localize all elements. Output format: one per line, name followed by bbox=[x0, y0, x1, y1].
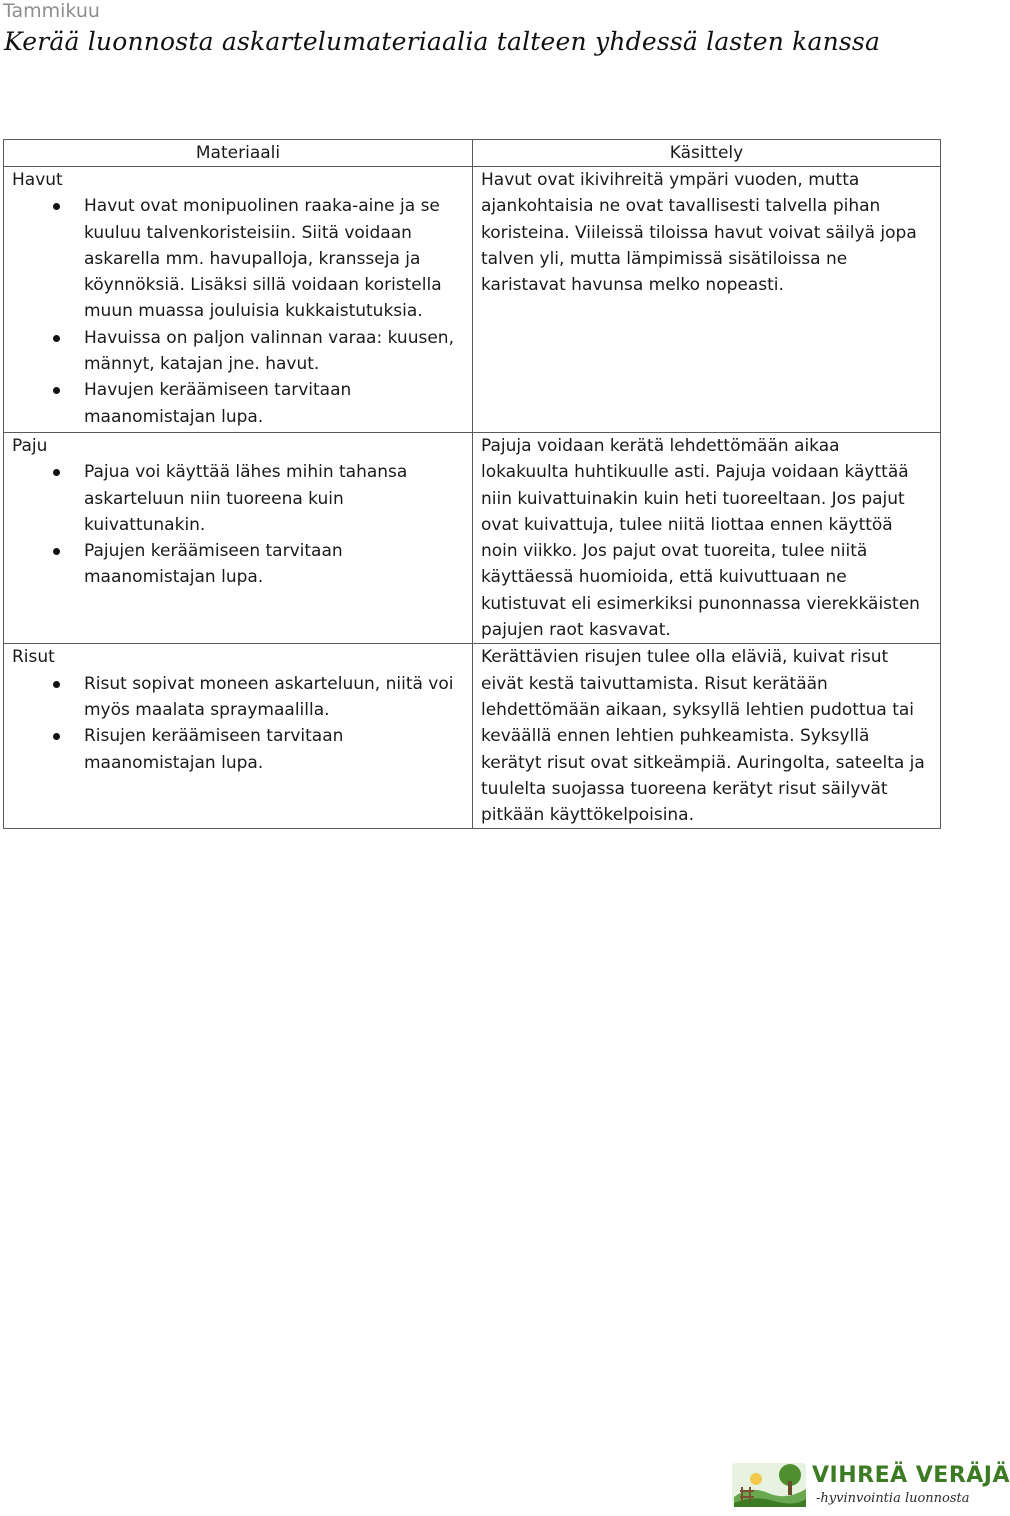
material-cell bbox=[4, 167, 473, 433]
handling-cell bbox=[473, 644, 941, 829]
table-row bbox=[4, 433, 941, 644]
page-title: Kerää luonnosta askartelumateriaalia talteen yhdessä lasten kanssa bbox=[4, 27, 881, 56]
row-label: Havut bbox=[12, 170, 63, 190]
material-cell bbox=[4, 433, 473, 644]
logo-tagline: -hyvinvointia luonnosta bbox=[816, 1491, 970, 1506]
landscape-logo-icon bbox=[730, 1457, 810, 1511]
list-item: Havujen keräämiseen tarvitaan maanomistajan lupa. bbox=[84, 377, 464, 430]
handling-cell bbox=[473, 167, 941, 433]
table-row bbox=[4, 644, 941, 829]
handling-text: Kerättävien risujen tulee olla eläviä, kuivat risut eivät kestä taivuttamista. Risut kerätään lehdettömään aikaan, syksyllä lehtien pudottua tai keväällä ennen lehtien puhkeamista. Syksyllä kerätyt risut ovat sitkeämpiä. Auringolta, sateelta ja tuulelta suojassa tuoreena kerätyt risut säilyvät pitkään käyttökelpoisina. bbox=[481, 647, 925, 826]
vihrea-veraja-logo bbox=[730, 1457, 1010, 1511]
table-row bbox=[4, 167, 941, 433]
handling-text: Havut ovat ikivihreitä ympäri vuoden, mutta ajankohtaisia ne ovat tavallisesti talvella pihan koristeina. Viileissä tiloissa havut voivat säilyä jopa talven yli, mutta lämpimissä sisätiloissa ne karistavat havunsa melko nopeasti. bbox=[481, 170, 917, 296]
list-item: Havuissa on paljon valinnan varaa: kuusen, männyt, katajan jne. havut. bbox=[84, 325, 464, 378]
header-material: Materiaali bbox=[4, 140, 473, 167]
page-month: Tammikuu bbox=[3, 0, 100, 22]
list-item: Pajujen keräämiseen tarvitaan maanomistajan lupa. bbox=[84, 538, 464, 591]
header-handling: Käsittely bbox=[473, 140, 941, 167]
list-item: Pajua voi käyttää lähes mihin tahansa askarteluun niin tuoreena kuin kuivattunakin. bbox=[84, 459, 464, 538]
table-header-row bbox=[4, 140, 941, 167]
list-item: Risut sopivat moneen askarteluun, niitä voi myös maalata spraymaalilla. bbox=[84, 671, 464, 724]
list-item: Risujen keräämiseen tarvitaan maanomistajan lupa. bbox=[84, 723, 464, 776]
row-label: Risut bbox=[12, 647, 55, 668]
list-item: Havut ovat monipuolinen raaka-aine ja se kuuluu talvenkoristeisiin. Siitä voidaan askarella mm. havupalloja, kransseja ja köynnöksiä. Lisäksi sillä voidaan koristella muun muassa jouluisia kukkaistutuksia. bbox=[84, 193, 464, 324]
material-cell bbox=[4, 644, 473, 829]
bullet-list bbox=[12, 671, 464, 776]
logo-name: VIHREÄ VERÄJÄ bbox=[812, 1463, 1010, 1488]
bullet-list bbox=[12, 193, 464, 430]
materials-table bbox=[3, 139, 941, 829]
handling-text: Pajuja voidaan kerätä lehdettömään aikaa lokakuulta huhtikuulle asti. Pajuja voidaan käyttää niin kuivattuinakin kuin heti tuoreeltaan. Jos pajut ovat kuivattuja, tulee niitä liottaa ennen käyttöä noin viikko. Jos pajut ovat tuoreita, tulee niitä käyttäessä huomioida, että kuivuttuaan ne kutistuvat eli esimerkiksi punonnassa vierekkäisten pajujen raot kasvavat. bbox=[481, 436, 920, 641]
handling-cell bbox=[473, 433, 941, 644]
row-label: Paju bbox=[12, 436, 48, 456]
bullet-list bbox=[12, 459, 464, 590]
